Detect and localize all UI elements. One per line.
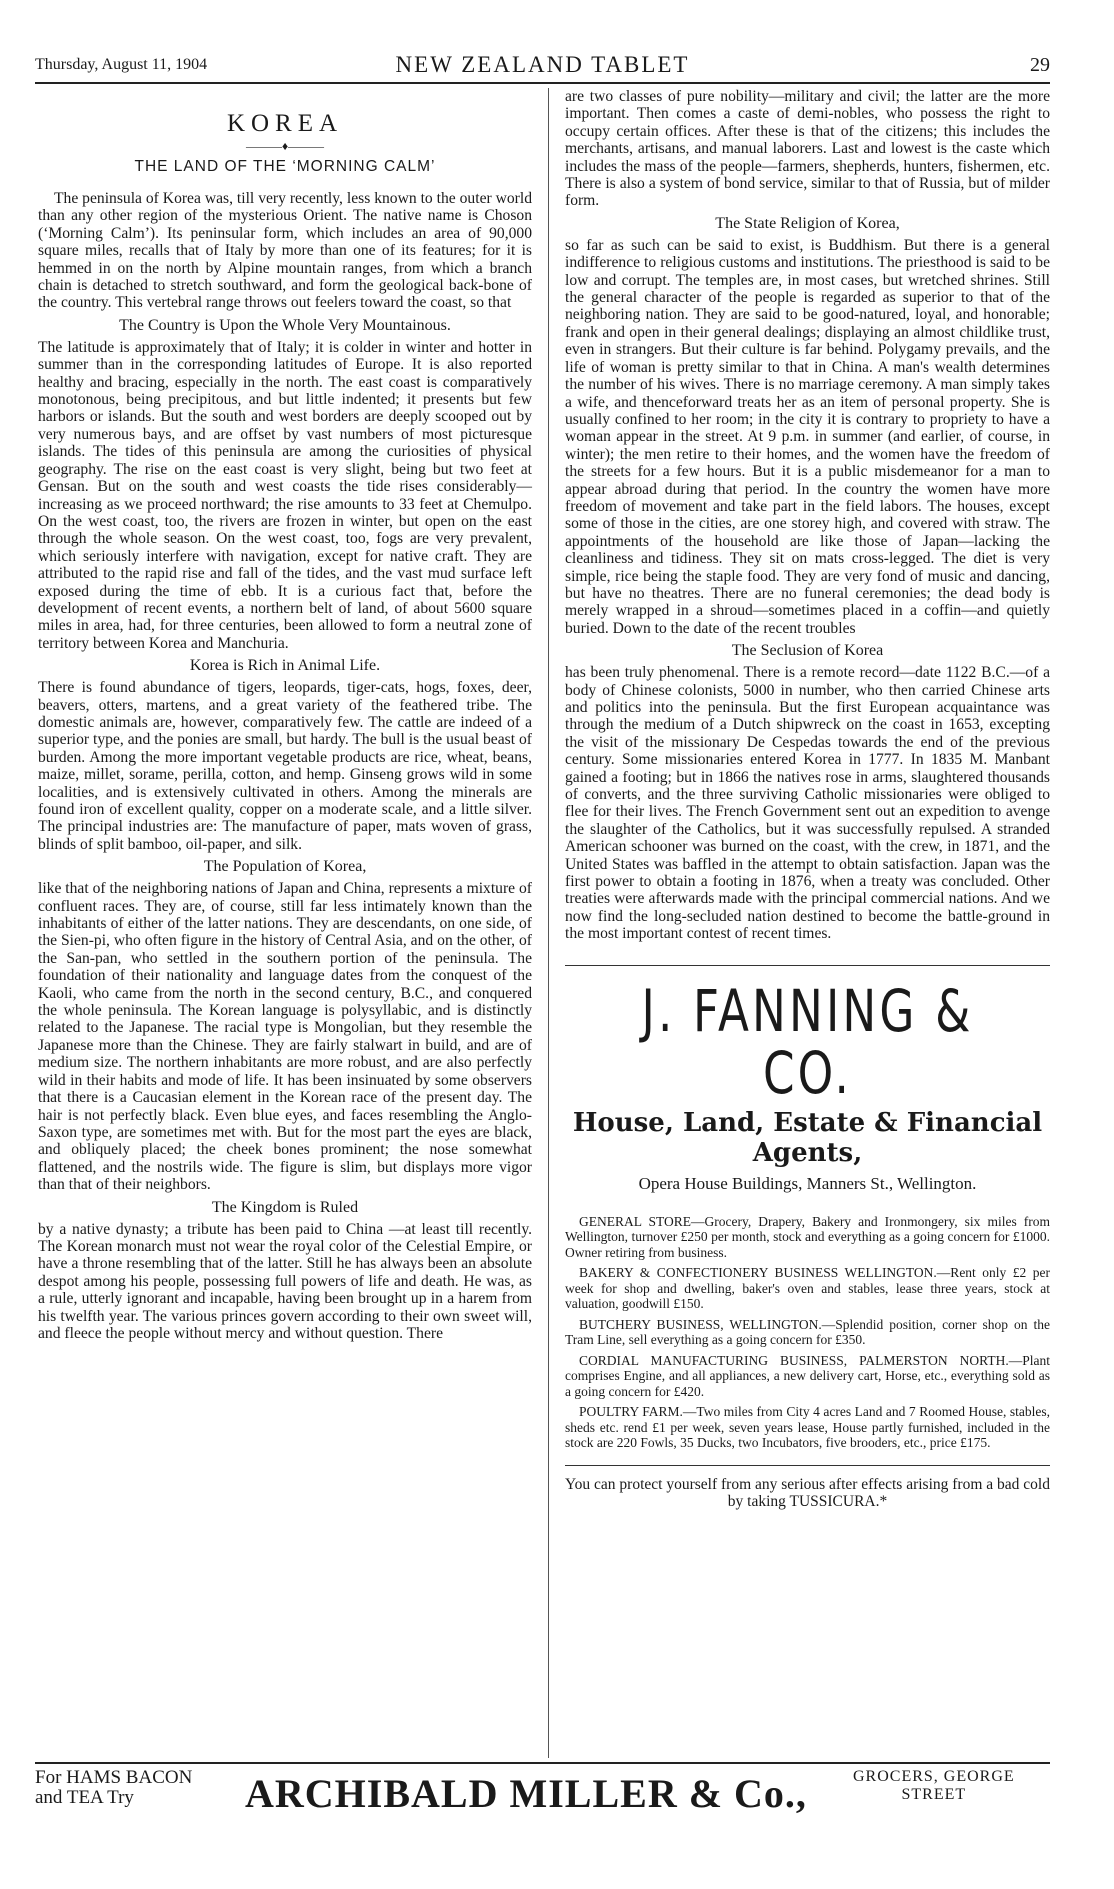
subheading: The State Religion of Korea, — [715, 214, 900, 232]
footer-left-line: and TEA Try — [35, 1787, 134, 1808]
footer-left-text — [35, 1768, 192, 1808]
subheading: The Seclusion of Korea — [731, 642, 884, 660]
paragraph: There is found abundance of tigers, leopards, tiger-cats, hogs, foxes, deer, beavers, otters, martens, and a great variety of the feathered tribe. The domestic animals are, however, comparatively few. The cattle are indeed of a superior type, and the ponies are small, but hardy. The bull is the usual beast of burden. Among the more important vegetable products are rice, wheat, beans, maize, millet, sorame, perilla, cotton, and hemp. Ginseng grows wild in some localities, and is extensively cultivated in others. Among the minerals are found iron of excellent quality, copper on a moderate scale, and a little silver. The principal industries are: The manufacture of paper, mats woven of grass, blinds of split bamboo, oil-paper, and silk. — [38, 679, 532, 853]
advert-listing: BAKERY & CONFECTIONERY BUSINESS WELLINGTON.—Rent only £2 per week for shop and dwelling, baker's oven and stables, lease three years, stock at valuation, goodwill £150. — [565, 1265, 1050, 1312]
masthead — [35, 52, 1050, 78]
paragraph: The latitude is approximately that of Italy; it is colder in winter and hotter in summer than in the corresponding latitudes of Europe. It is also reported healthy and bracing, especially in the north. The east coast is comparatively monotonous, being precipitous, and but little indented; it presents but few harbors or islands. But the south and west borders are deeply scooped out by very numerous bays, and are offset by vast numbers of most picturesque islands. The tides of this peninsula are among the curiosities of physical geography. The rise on the east coast is very slight, being but two feet at Gensan. But on the south and west coasts the tide rises considerably—increasing as we proceed northward; the rise amounts to 33 feet at Chemulpo. On the west coast, too, the rivers are frozen in winter, but open on the east through the whole season. On the west coast, too, fogs are very prevalent, which seriously interfere with navigation, except for native craft. They are attributed to the rapid rise and fall of the tides, and the vast mud surface left exposed during the time of ebb. It is a curious fact that, before the development of recent events, a northern belt of land, of about 5600 square miles in area, had, for three centuries, been allowed to form a neutral zone of territory between Korea and Manchuria. — [38, 338, 532, 652]
article-title: KOREA — [226, 110, 344, 137]
subheading: The Country is Upon the Whole Very Mountainous. — [119, 316, 451, 334]
footer-merchant-name: ARCHIBALD MILLER & Co., — [245, 1771, 807, 1816]
title-ornament: ———♦——— — [245, 139, 325, 153]
paragraph: are two classes of pure nobility—military and civil; the latter are the more important. Then comes a caste of demi-nobles, who possess the right to occupy certain offices. After these is that of the citizens; this includes the merchants, artisans, and manual laborers. Last and lowest is the caste which includes the mass of the people—farmers, shepherds, hunters, fishermen, etc. There is also a system of bond service, similar to that of Russia, but of milder form. — [565, 88, 1050, 210]
advert-address: Opera House Buildings, Manners St., Wellington. — [638, 1173, 977, 1193]
footer-right-line: STREET — [901, 1786, 967, 1803]
footer-right-text — [853, 1768, 1015, 1804]
paragraph: by a native dynasty; a tribute has been paid to China —at least till recently. The Korean monarch must not wear the royal color of the Celestial Empire, or have a throne resembling that of the latter. Still he has always been an absolute despot among his people, possessing full powers of life and death. He was, as a rule, utterly ignorant and incapable, having been brought up in a harem from his twelfth year. The various princes govern according to their own sweet will, and fleece the people without mercy and without question. There — [38, 1220, 532, 1342]
footer-right-line: GROCERS, GEORGE — [853, 1768, 1015, 1785]
right-column — [565, 88, 1050, 1511]
article-subtitle: THE LAND OF THE ‘MORNING CALM’ — [134, 158, 436, 175]
advert-listing: POULTRY FARM.—Two miles from City 4 acres Land and 7 Roomed House, stables, sheds etc. rend £1 per week, seven years lease, House partly furnished, included in the stock are 220 Fowls, 35 Ducks, two Incubators, five brooders, etc., price £175. — [565, 1404, 1050, 1451]
subheading: The Population of Korea, — [203, 858, 367, 876]
left-column — [38, 88, 532, 1342]
issue-date: Thursday, August 11, 1904 — [35, 56, 208, 73]
masthead-rule — [35, 82, 1050, 84]
advert-listing: BUTCHERY BUSINESS, WELLINGTON.—Splendid position, corner shop on the Tram Line, sell everything as a going concern for £350. — [565, 1316, 1050, 1348]
page-number: 29 — [1030, 54, 1050, 76]
advert-tagline: House, Land, Estate & Financial Agents, — [572, 1107, 1043, 1168]
paragraph: The peninsula of Korea was, till very recently, less known to the outer world than any other region of the mysterious Orient. The native name is Choson (‘Morning Calm’). Its peninsular form, which includes an area of 90,000 square miles, recalls that of Italy by more than one of its features; for it is hemmed in on the north by Alpine mountain ranges, from which a branch chain is detached to stretch southward, and form the geological back-bone of the country. This vertebral range throws out feelers toward the coast, so that — [38, 190, 532, 312]
paragraph: like that of the neighboring nations of Japan and China, represents a mixture of confluent races. They are, of course, still far less intimately known than the inhabitants of either of the latter nations. They are descendants, on one side, of the Sien-pi, who often figure in the history of Central Asia, and on the other, of the San-pan, who settled in the southern portion of the peninsula. The foundation of their nationality and language dates from the conquest of the Kaoli, who came from the north in the second century, B.C., and conquered the whole peninsula. The Korean language is polysyllabic, and is distinctly related to the Japanese. The racial type is Mongolian, but they resemble the Japanese more than the Chinese. They are fairly stalwart in build, and are of medium size. The northern inhabitants are more robust, and are also perfectly wild in their habits and mode of life. It has been insinuated by some observers that there is a Caucasian element in the Korean race of the present day. The hair is not perfectly black. Even blue eyes, and faces resembling the Anglo-Saxon type, are sometimes met with. But for the most part the eyes are black, and obliquely placed; the cheek bones prominent; the nose somewhat flattened, and the nostrils wide. The figure is slim, but displays more vigor than that of their neighbors. — [38, 880, 532, 1194]
footer-left-line: For HAMS BACON — [35, 1767, 193, 1788]
advert-firm-name: J. FANNING & CO. — [641, 976, 974, 1107]
fanning-advertisement — [565, 965, 1050, 1511]
advert-rule — [565, 1465, 1050, 1466]
newspaper-name: NEW ZEALAND TABLET — [395, 52, 690, 77]
paragraph: so far as such can be said to exist, is Buddhism. But there is a general indifference to religious customs and institutions. The priesthood is said to be low and corrupt. The temples are, in most cases, but wretched shrines. Still the general character of the people is regarded as superior to that of the neighboring nation. They are said to be good-natured, loyal, and honorable; frank and open in their general dealings; displaying an almost childlike trust, even in strangers. But their culture is far behind. Polygamy prevails, and the life of woman is pretty similar to that in China. A man's wealth determines the number of his wives. There is no marriage ceremony. A man simply takes a wife, and thenceforward treats her as an item of personal property. She is usually confined to her room; in the city it is contrary to propriety to have a woman appear in the street. At 9 p.m. in summer (and earlier, of course, in winter); the men retire to their homes, and the women have the freedom of the streets for a few hours. But it is a public misdemeanor for a man to appear abroad during that period. In the country the women have more freedom of movement and take part in the field labors. The houses, except some of those in the cities, are one storey high, and covered with straw. The appointments of the household are like those of Japan—lacking the cleanliness and tidiness. They sit on mats cross-legged. The diet is very simple, rice being the staple food. They are very fond of music and dancing, but have no theatres. There are no funeral ceremonies; the dead body is merely wrapped in a shroud—sometimes placed in a coffin—and quietly buried. Down to the date of the recent troubles — [565, 236, 1050, 637]
column-divider — [548, 88, 549, 1758]
tussicura-notice: You can protect yourself from any serious after effects arising from a bad cold by taking TUSSICURA.* — [565, 1475, 1050, 1511]
advert-listing: GENERAL STORE—Grocery, Drapery, Bakery and Ironmongery, six miles from Wellington, turnover £250 per month, stock and everything as a going concern for £1000. Owner retiring from business. — [565, 1213, 1050, 1260]
subheading: Korea is Rich in Animal Life. — [189, 657, 381, 675]
footer-rule — [35, 1762, 1050, 1764]
footer-advertisement — [35, 1768, 1050, 1828]
subheading: The Kingdom is Ruled — [211, 1198, 359, 1216]
paragraph: has been truly phenomenal. There is a remote record—date 1122 B.C.—of a body of Chinese colonists, 5000 in number, who then carried Chinese arts and politics into the peninsula. But the first European acquaintance was through the medium of a Dutch shipwreck on the coast in 1653, excepting the visit of the missionary De Cespedas towards the end of the previous century. Some missionaries entered Korea in 1777. In 1835 M. Manbant gained a footing; but in 1866 the natives rose in arms, slaughtered thousands of converts, and the three surviving Catholic missionaries were obliged to flee for their lives. The French Government sent out an expedition to avenge the slaughter of the Catholics, but it was successfully repulsed. A stranded American schooner was burned on the coast, with the crew, in 1871, and the United States was baffled in the attempt to obtain satisfaction. Japan was the first power to obtain a footing in 1876, when a treaty was concluded. Other treaties were afterwards made with the principal commercial nations. And we now find the long-secluded nation destined to become the battle-ground in the most important contest of recent times. — [565, 664, 1050, 943]
advert-listing: CORDIAL MANUFACTURING BUSINESS, PALMERSTON NORTH.—Plant comprises Engine, and all appliances, a new delivery cart, Horse, etc., everything sold as a going concern for £420. — [565, 1352, 1050, 1399]
